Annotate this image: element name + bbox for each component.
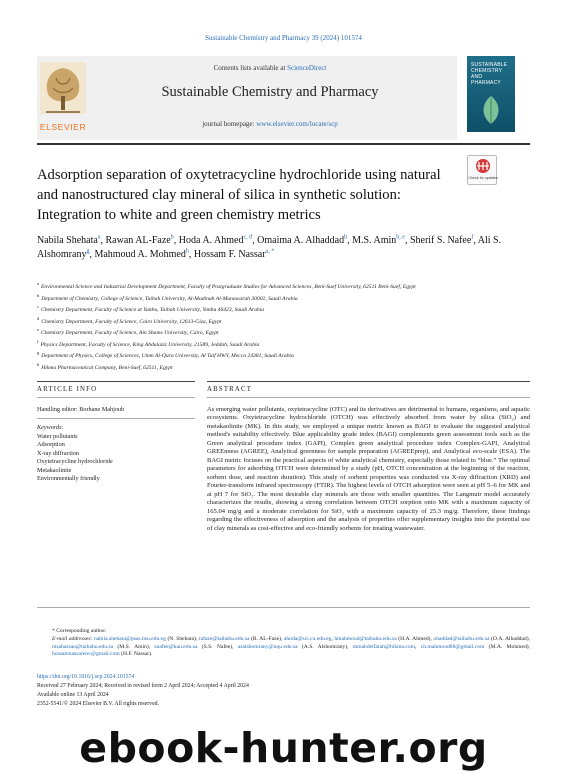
article-info-heading: ARTICLE INFO [37, 386, 98, 393]
abstract-heading: ABSTRACT [207, 386, 253, 393]
available-online-date: Available online 13 April 2024 [37, 692, 109, 698]
affiliation-marker: a [37, 281, 39, 286]
email-label: E-mail addresses: [52, 636, 93, 642]
author-name [37, 235, 100, 246]
author-name-text: Sherif S. Nafee [409, 235, 472, 246]
affiliation-text: Hikma Pharmaceutical Company, Beni-Suef, 62511, Egypt [41, 364, 173, 371]
check-for-updates-button[interactable] [467, 155, 497, 185]
cover-title: SUSTAINABLE CHEMISTRY AND PHARMACY [471, 62, 508, 86]
journal-name: Sustainable Chemistry and Pharmacy [161, 84, 379, 100]
leaf-icon [477, 94, 505, 126]
journal-reference-link[interactable]: Sustainable Chemistry and Pharmacy 39 (2024) 101574 [205, 34, 362, 42]
author-affiliation-marker[interactable]: b [170, 234, 174, 241]
keyword-list [37, 433, 195, 483]
abstract-text: As emerging water pollutants, oxytetracycline (OTC) and its derivatives are detrimental to humans, organisms, and aquatic ecosystems. Oxytetracycline hydrochloride (OTCH) was effectively absorbed from water by silica (SiO₂) and metakaolinite (MK). In this study, we employed a unique metric known as BAGI to evaluate the suggested analytical method's suitability effectively. Blue applicability grade index (BAGI) complements green assessment tools such as the Green analytical procedure index (GAPI), Complex green analytical procedure index Complex-GAPI, Analytical GREEnness (AGREE), Analytical greenness for sample preparation (AGREEprep), and Analytical eco-scale (ESA). The BAGI metric focuses on the practical aspects of white analytical chemistry, especially those related to “blue.” The optimal parameters for adsorbing OTCH were determined by a study (pH, OTCH concentration at the beginning of the reaction, sorbent dose, and reaction duration). This study of sorbent properties was conducted via X-ray diffraction (XRD) and Fourier-transform infrared spectroscopy (FTIR). The highest levels of OTCH adsorption were seen at pH 5–6 for MK and at pH 7 for SiO₂. The most desirable clay minerals are those with smaller quantities. The Langmuir model accurately characterizes the results, showing a strong correlation between OTCH sorption onto MK with a maximum capacity of 165.04 mg/g and a moderate correlation for SiO₂ with a maximum capacity of 25.3 mg/g. Therefore, these findings regarding the effectiveness of adsorption and the analysis of properties offer supplementary insights into the potential use of clay minerals as cost-effective and eco-friendly sorbents for treating wastewater. [207, 406, 530, 532]
author-name [94, 249, 188, 260]
affiliation-text: Chemistry Department, Faculty of Science, Ain Shams University, Cairo, Egypt [41, 330, 219, 337]
author-name [179, 235, 252, 246]
author-affiliation-marker[interactable]: g [86, 248, 90, 255]
received-dates: Received 27 February 2024; Received in revised form 2 April 2024; Accepted 4 April 2024 [37, 683, 249, 689]
author-affiliation-marker[interactable]: h [185, 248, 189, 255]
author-name-text: Omaima A. Alhaddad [257, 235, 345, 246]
email-owner: (S.S. Nafee) [201, 643, 233, 650]
affiliation-item [37, 326, 517, 338]
elsevier-wordmark: ELSEVIER [39, 122, 87, 132]
email-link[interactable]: hmahmoud@taibahu.edu.sa [334, 636, 397, 642]
affiliation-item [37, 292, 517, 304]
author-affiliation-marker[interactable]: b [344, 234, 348, 241]
email-owner: (M.S. Amin) [117, 643, 149, 650]
author-name-text: Hossam F. Nassar [193, 248, 266, 260]
affiliation-text: Chemistry Department, Faculty of Science at Yanbu, Taibah University, Yanbu 46423, Saudi Arabia [41, 306, 265, 313]
author-name [352, 235, 405, 246]
author-list [37, 234, 507, 261]
email-owner: (N. Shehata) [167, 636, 196, 642]
affiliation-text: Chemistry Department, Faculty of Science, Cairo University, 12613-Giza, Egypt [41, 318, 222, 325]
email-owner: (M.A. Mohmed) [488, 643, 529, 650]
watermark: ebook-hunter.org [79, 724, 488, 772]
header-rule [37, 143, 530, 145]
keyword-item: Oxytetracycline hydrochloride [37, 458, 113, 466]
affiliation-marker: g [37, 350, 40, 356]
author-affiliation-marker[interactable]: c, d [243, 234, 253, 241]
copyright-notice: 2352-5541/© 2024 Elsevier B.V. All rights reserved. [37, 701, 159, 707]
keyword-item: Water pollutants [37, 433, 78, 440]
divider [207, 381, 530, 382]
author-affiliation-marker[interactable]: b, e [396, 234, 405, 241]
affiliation-text: Department of Chemistry, College of Science, Taibah University, Al-Madinah Al-Munawarah 30002, Saudi Arabia [41, 295, 298, 302]
affiliation-item [37, 280, 517, 292]
author-name-text: Rawan AL-Faze [105, 235, 171, 246]
email-owner: (A.S. Alshomrany) [301, 643, 348, 650]
author-name-text: Hoda A. Ahmed [178, 235, 244, 246]
email-link[interactable]: ch.mahmoud88@gmail.com [420, 643, 485, 650]
email-link[interactable]: nabila.shehata@psas.bsu.edu.eg [93, 636, 166, 642]
elsevier-logo [38, 60, 88, 134]
affiliation-list [37, 280, 517, 373]
author-separator: , [173, 235, 179, 246]
doi-link[interactable]: https://doi.org/10.1016/j.scp.2024.101574 [37, 674, 135, 680]
author-name [410, 235, 473, 246]
keyword-item: Environmentally friendly [37, 475, 100, 483]
author-name-text: Ali S. Alshomrany [37, 235, 502, 260]
email-owner: (R. AL-Faze) [251, 636, 281, 642]
author-separator: , [347, 235, 353, 246]
check-updates-icon [468, 156, 498, 176]
author-name [105, 235, 173, 246]
affiliation-item [37, 303, 517, 315]
affiliation-text: Department of Physics, College of Sciences, Umm Al-Qura University, Al Taif HWY, Mecca 24381, Saudi Arabia [41, 353, 294, 360]
author-separator: , [188, 248, 194, 260]
journal-cover-image [467, 56, 515, 132]
email-owner: (H.A. Ahmed) [398, 636, 431, 642]
affiliation-marker: b [37, 292, 40, 298]
affiliation-item [37, 315, 517, 327]
sciencedirect-link[interactable]: ScienceDirect [287, 64, 327, 72]
email-link[interactable]: ahoda@sci.cu.edu.eg [283, 636, 332, 642]
author-name-text: Nabila Shehata [37, 235, 98, 246]
email-owner: (H.F. Nassar). [121, 651, 153, 658]
check-updates-label: Check for updates [468, 176, 498, 180]
email-link[interactable]: ohaddad@taibahu.edu.sa [433, 636, 490, 642]
email-link[interactable]: msahassan@taibahu.edu.sa [52, 643, 114, 650]
corresponding-author-note: * Corresponding author. [52, 628, 107, 634]
author-affiliation-marker[interactable]: a [97, 234, 101, 241]
keyword-item: X-ray diffraction [37, 449, 79, 457]
email-link[interactable]: rafaze@taibahu.edu.sa [198, 636, 250, 642]
email-addresses: E-mail addresses: nabila.shehata@psas.bsu.edu.eg (N. Shehata), rafaze@taibahu.edu.sa (R. AL-Faze), ahoda@sci.cu.edu.eg, hmahmoud@taibahu.edu.sa (H.A. Ahmed), ohaddad@taibahu.edu.sa (O.A. Alhaddad), msahassan@taibahu.edu.sa (M.S. Amin), snafee@kau.edu.sa (S.S. Nafee), asalshomrany@uqu.edu.sa (A.S. Alshomrany), mmabdelfatah@hikma.com, ch.mahmoud88@gmail.com (M.A. Mohmed), hossamnassarenv@gmail.com (H.F. Nassar). [52, 636, 531, 658]
affiliation-item [37, 361, 517, 373]
email-link[interactable]: mmabdelfatah@hikma.com [352, 643, 416, 650]
affiliation-marker: c [37, 304, 39, 310]
author-name [257, 235, 347, 246]
author-affiliation-marker[interactable]: a, * [265, 248, 275, 255]
keyword-item: Metakaolinite [37, 466, 72, 474]
contents-line: Contents lists available at ScienceDirect [213, 64, 327, 72]
email-link[interactable]: snafee@kau.edu.sa [154, 643, 198, 650]
author-separator: , [252, 235, 258, 246]
author-separator: , [89, 248, 95, 260]
article-title: Adsorption separation of oxytetracycline hydrochloride using natural and nanostructured clay mineral of silica in synthetic solution: Integration to white and green chemistry metrics [37, 167, 441, 223]
author-separator: , [473, 235, 478, 246]
author-name-text: M.S. Amin [352, 235, 397, 246]
author-name-text: Mahmoud A. Mohmed [94, 248, 186, 260]
author-affiliation-marker[interactable]: f [471, 234, 474, 241]
homepage-line: journal homepage: www.elsevier.com/locate/scp [202, 120, 338, 128]
affiliation-marker: d [37, 315, 40, 321]
keywords-label: Keywords: [37, 424, 64, 431]
author-separator: , [100, 235, 106, 246]
author-separator: , [404, 235, 410, 246]
affiliation-marker: h [37, 361, 40, 367]
affiliation-marker: f [37, 338, 39, 344]
author-name [194, 249, 274, 260]
divider [37, 381, 195, 382]
email-link[interactable]: asalshomrany@uqu.edu.sa [237, 643, 298, 650]
affiliation-text: Environmental Science and Industrial Development Department, Faculty of Postgraduate Studies for Advanced Sciences, Beni-Suef University, 62511 Beni-Suef, Egypt [41, 283, 416, 290]
affiliation-marker: e [37, 327, 39, 333]
affiliation-text: Physics Department, Faculty of Science, King Abdulaziz University, 21589, Jeddah, Saudi Arabia [40, 341, 260, 348]
email-owner: (O.A. Alhaddad) [491, 636, 529, 642]
homepage-link[interactable]: www.elsevier.com/locate/scp [256, 120, 338, 128]
affiliation-item [37, 338, 517, 350]
email-link[interactable]: hossamnassarenv@gmail.com [52, 651, 120, 658]
keyword-item: Adsorption [37, 441, 65, 449]
affiliation-item [37, 349, 517, 361]
handling-editor: Handling editor: Borhane Mahjoub [37, 406, 125, 413]
